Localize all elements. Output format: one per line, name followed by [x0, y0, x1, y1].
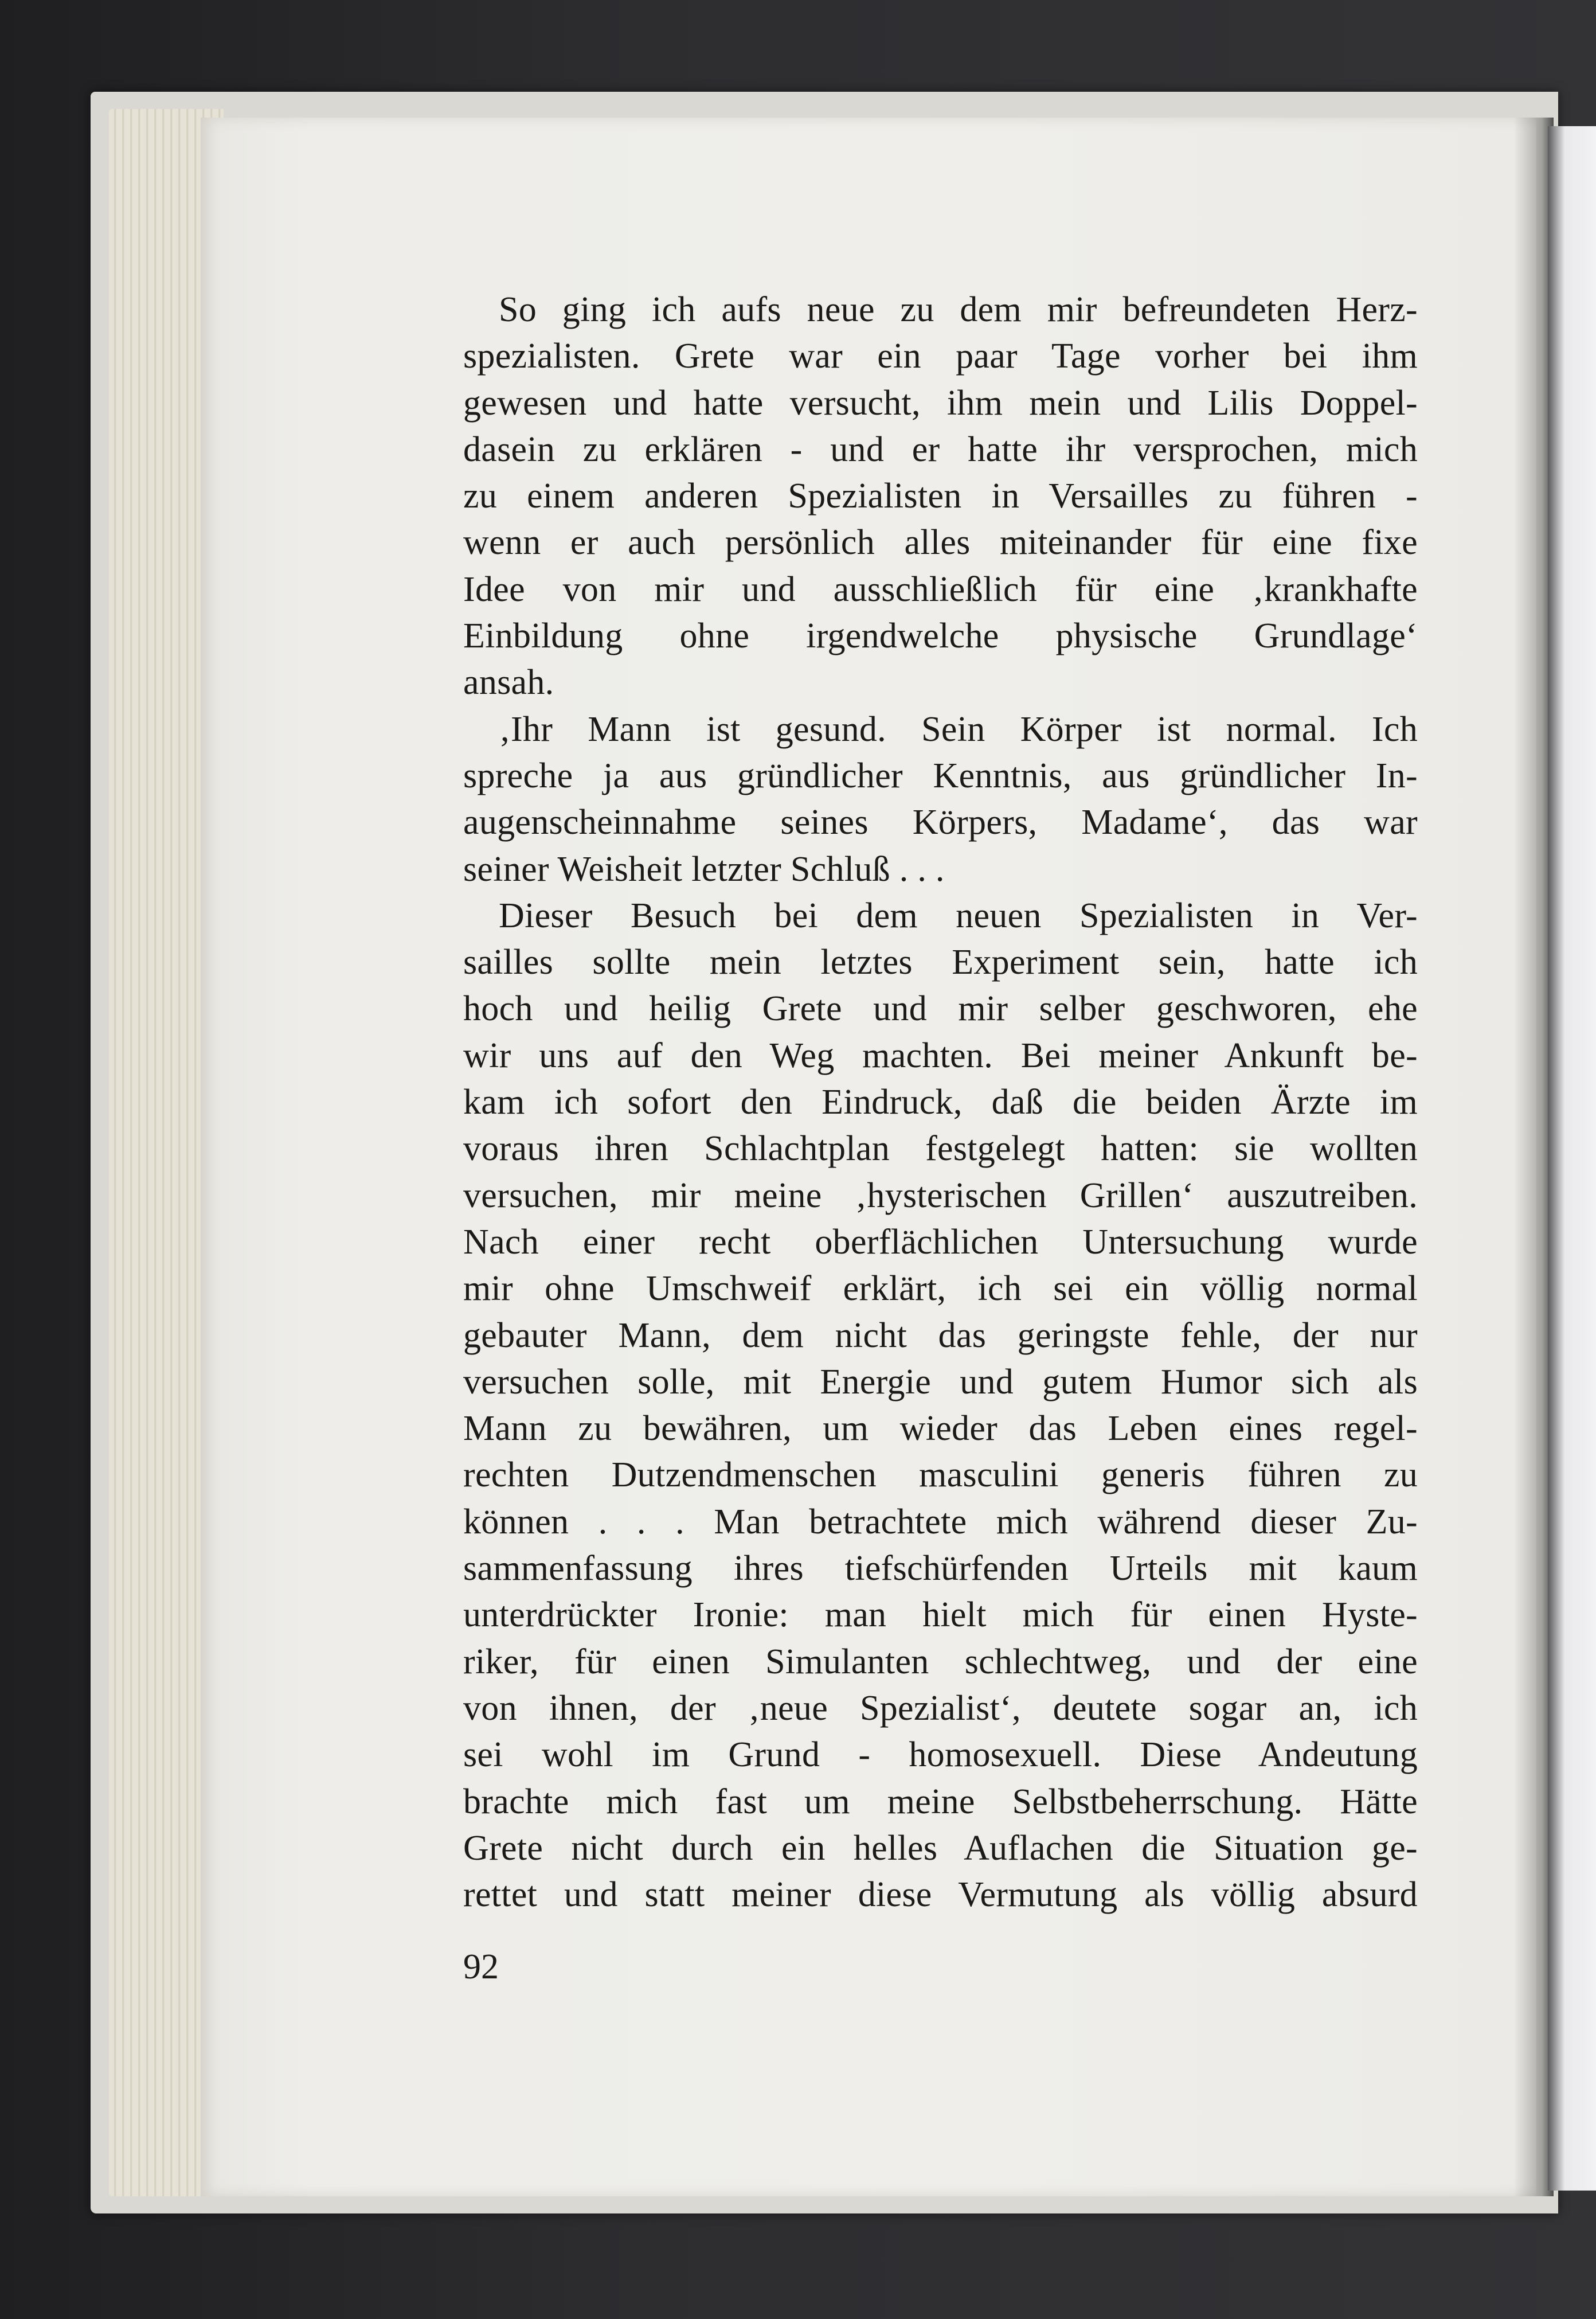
text-line: sammenfassung ihres tiefschürfenden Urteils mit kaum: [463, 1549, 1418, 1588]
text-line: Nach einer recht oberflächlichen Untersuchung wurde: [463, 1222, 1418, 1262]
text-line: zu einem anderen Spezialisten in Versailles zu führen -: [463, 477, 1418, 516]
body-text: [463, 287, 1418, 1918]
text-line: seiner Weisheit letzter Schluß . . .: [463, 849, 945, 889]
text-line: voraus ihren Schlachtplan festgelegt hatten: sie wollten: [463, 1129, 1418, 1169]
text-line: kam ich sofort den Eindruck, daß die beiden Ärzte im: [463, 1083, 1418, 1122]
text-line: brachte mich fast um meine Selbstbeherrschung. Hätte: [463, 1782, 1418, 1821]
text-line: gewesen und hatte versucht, ihm mein und Lilis Doppel-: [463, 383, 1418, 423]
text-line: versuchen, mir meine ‚hysterischen Grillen‘ auszutreiben.: [463, 1176, 1418, 1215]
text-line: Mann zu bewähren, um wieder das Leben eines regel-: [463, 1409, 1418, 1449]
text-line: rechten Dutzendmenschen masculini generis führen zu: [463, 1455, 1418, 1495]
text-line: Grete nicht durch ein helles Auflachen die Situation ge-: [463, 1828, 1418, 1868]
text-line: versuchen solle, mit Energie und gutem Humor sich als: [463, 1362, 1418, 1401]
text-line: ansah.: [463, 663, 554, 702]
text-line: sailles sollte mein letztes Experiment sein, hatte ich: [463, 943, 1418, 982]
text-line: augenscheinnahme seines Körpers, Madame‘, das war: [463, 803, 1418, 842]
facing-page-edge: [1548, 126, 1596, 2191]
text-line: dasein zu erklären - und er hatte ihr versprochen, mich: [463, 430, 1418, 469]
text-line: wenn er auch persönlich alles miteinander für eine fixe: [463, 523, 1418, 563]
text-line: spreche ja aus gründlicher Kenntnis, aus gründlicher In-: [463, 756, 1418, 795]
text-line: So ging ich aufs neue zu dem mir befreundeten Herz-: [499, 290, 1418, 329]
text-line: wir uns auf den Weg machten. Bei meiner Ankunft be-: [463, 1036, 1418, 1075]
text-line: gebauter Mann, dem nicht das geringste fehle, der nur: [463, 1315, 1418, 1355]
text-line: Dieser Besuch bei dem neuen Spezialisten in Ver-: [499, 896, 1418, 935]
text-line: mir ohne Umschweif erklärt, ich sei ein völlig normal: [463, 1269, 1418, 1309]
text-line: spezialisten. Grete war ein paar Tage vorher bei ihm: [463, 337, 1418, 376]
text-line: Einbildung ohne irgendwelche physische Grundlage‘: [463, 616, 1418, 656]
text-line: riker, für einen Simulanten schlechtweg, und der eine: [463, 1642, 1418, 1681]
text-line: können . . . Man betrachtete mich während dieser Zu-: [463, 1502, 1418, 1541]
text-line: ‚Ihr Mann ist gesund. Sein Körper ist normal. Ich: [499, 709, 1418, 749]
text-line: rettet und statt meiner diese Vermutung als völlig absurd: [463, 1875, 1418, 1915]
text-line: hoch und heilig Grete und mir selber geschworen, ehe: [463, 989, 1418, 1029]
page-number: 92: [463, 1947, 499, 1986]
text-line: sei wohl im Grund - homosexuell. Diese Andeutung: [463, 1735, 1418, 1775]
text-line: unterdrückter Ironie: man hielt mich für einen Hyste-: [463, 1595, 1418, 1635]
text-line: von ihnen, der ‚neue Spezialist‘, deutete sogar an, ich: [463, 1688, 1418, 1728]
text-line: Idee von mir und ausschließlich für eine ‚krankhafte: [463, 569, 1418, 609]
